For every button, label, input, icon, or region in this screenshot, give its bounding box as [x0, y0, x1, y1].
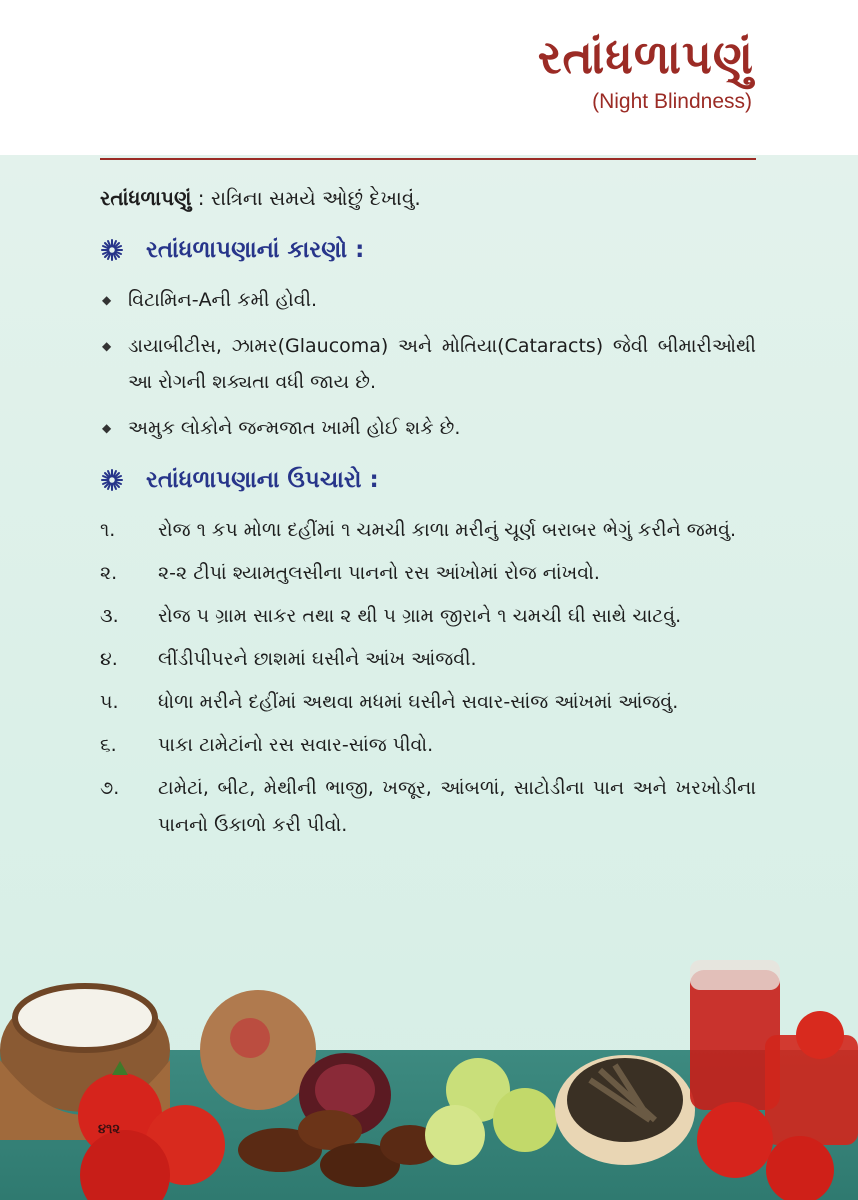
page-header	[0, 0, 858, 155]
item-number: ૧.	[100, 519, 116, 541]
list-item	[100, 727, 756, 764]
item-number: ૩.	[100, 605, 119, 627]
page-subtitle: (Night Blindness)	[592, 90, 752, 113]
list-item	[100, 684, 756, 721]
remedy-text: ટામેટાં, બીટ, મેથીની ભાજી, ખજૂર, આંબળાં, સાટોડીના પાન અને ખરખોડીના પાનનો ઉકાળો કરી પીવો.	[158, 777, 756, 836]
cause-text: વિટામિન-Aની કમી હોવી.	[128, 289, 318, 311]
long-pepper-image	[555, 1055, 695, 1165]
list-item	[100, 598, 756, 635]
item-number: ૬.	[100, 734, 117, 756]
flower-icon	[100, 468, 124, 492]
remedies-heading-label: રતાંધળાપણાના ઉપચારો :	[146, 467, 379, 493]
list-item	[100, 641, 756, 678]
diamond-icon: ◆	[102, 339, 112, 353]
definition	[100, 180, 756, 216]
remedy-text: પાકા ટામેટાંનો રસ સવાર-સાંજ પીવો.	[158, 734, 434, 756]
cause-text: અમુક લોકોને જન્મજાત ખામી હોઈ શકે છે.	[128, 417, 461, 439]
remedies-heading	[100, 458, 756, 502]
remedy-text: રોજ ૫ ગ્રામ સાકર તથા ૨ થી ૫ ગ્રામ જીરાને ૧ ચમચી ઘી સાથે ચાટવું.	[158, 605, 682, 627]
amla-image	[425, 1058, 557, 1165]
food-illustration	[0, 940, 858, 1200]
remedy-text: લીંડીપીપરને છાશમાં ઘસીને આંખ આંજવી.	[158, 648, 477, 670]
list-item	[100, 328, 756, 400]
causes-heading	[100, 228, 756, 272]
list-item	[100, 512, 756, 549]
definition-text: : રાત્રિના સમયે ઓછું દેખાવું.	[191, 186, 421, 210]
item-number: ૪.	[100, 648, 118, 670]
tomato-juice-image	[690, 960, 858, 1200]
causes-heading-label: રતાંધળાપણાનાં કારણો :	[146, 237, 365, 263]
definition-term: રતાંધળાપણું	[100, 186, 192, 210]
list-item	[100, 770, 756, 844]
title-divider	[100, 158, 756, 160]
remedy-text: ૨-૨ ટીપાં શ્યામતુલસીના પાનનો રસ આંખોમાં રોજ નાંખવો.	[158, 562, 600, 584]
item-number: ૫.	[100, 691, 119, 713]
list-item	[100, 410, 756, 446]
remedies-list	[100, 512, 756, 844]
dates-image	[238, 1110, 440, 1187]
list-item	[100, 282, 756, 318]
causes-list	[100, 282, 756, 446]
item-number: ૭.	[100, 777, 120, 799]
diamond-icon: ◆	[102, 293, 112, 307]
list-item	[100, 555, 756, 592]
page-number: ૪૧૨	[98, 1122, 121, 1137]
item-number: ૨.	[100, 562, 118, 584]
article-body	[100, 180, 756, 850]
remedy-text: રોજ ૧ કપ મોળા દહીંમાં ૧ ચમચી કાળા મરીનું ચૂર્ણ બરાબર ભેગું કરીને જમવું.	[158, 519, 737, 541]
cause-text: ડાયાબીટીસ, ઝામર(Glaucoma) અને મોતિયા(Cataracts) જેવી બીમારીઓથી આ રોગની શક્યતા વધી જાય છે.	[128, 335, 756, 393]
beetroot-image	[200, 990, 391, 1137]
page-title: રતાંધળાપણું	[537, 30, 754, 84]
diamond-icon: ◆	[102, 421, 112, 435]
flower-icon	[100, 238, 124, 262]
remedy-text: ધોળા મરીને દહીંમાં અથવા મધમાં ઘસીને સવાર-સાંજ આંખમાં આંજવું.	[158, 691, 679, 713]
